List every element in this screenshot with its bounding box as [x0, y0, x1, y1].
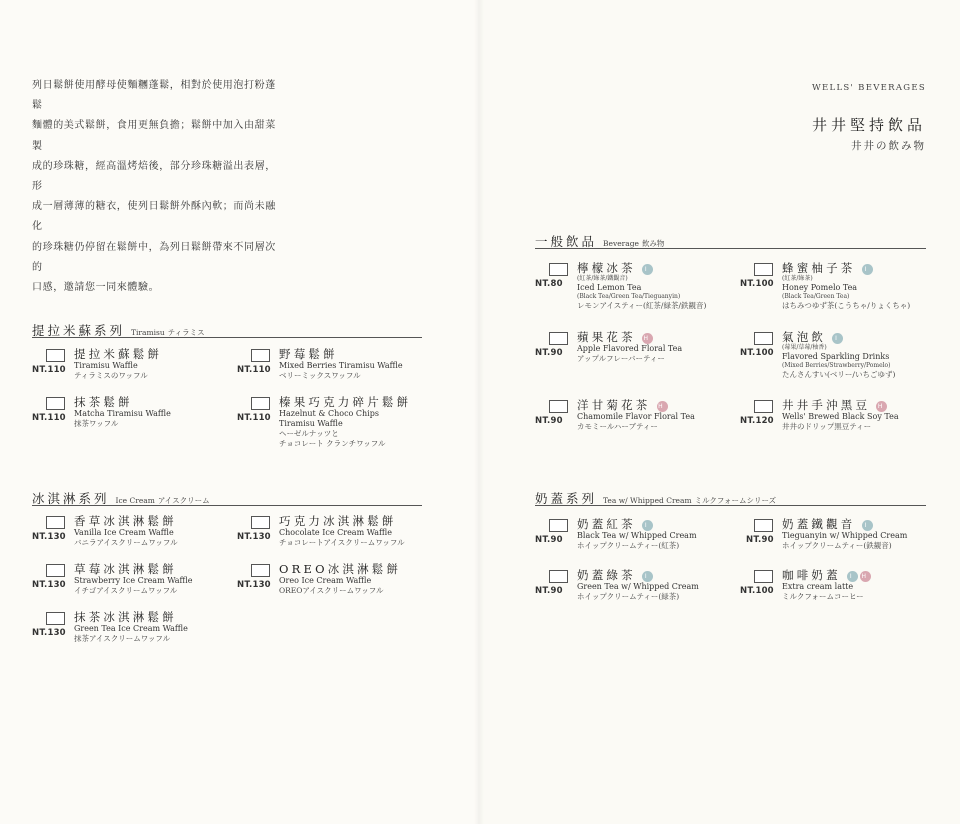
section-title-en: Tiramisu — [131, 328, 165, 337]
price: NT.90 — [535, 348, 563, 358]
item-name-en-line2: Tiramisu Waffle — [279, 419, 343, 428]
brand-title: 井井堅持飲品 — [811, 116, 926, 134]
price: NT.110 — [32, 365, 66, 375]
price: NT.90 — [535, 416, 563, 426]
item-option-note: (莓果/草莓/柚香) — [782, 344, 827, 351]
item-option-note: (紅茶/綠茶) — [782, 275, 813, 282]
checkbox[interactable] — [549, 519, 568, 532]
item-name-en: Iced Lemon Tea — [577, 283, 642, 292]
checkbox[interactable] — [754, 263, 773, 276]
price: NT.110 — [237, 365, 271, 375]
item-name: 蘋果花茶 — [577, 330, 636, 344]
item-name-jp: 井井のドリップ黒豆ティー — [782, 422, 872, 431]
item-name: 井井手沖黑豆 — [782, 398, 871, 412]
section-title: 奶蓋系列 — [535, 491, 598, 506]
item-name-en: Chocolate Ice Cream Waffle — [279, 528, 392, 537]
item-name-jp: バニラアイスクリームワッフル — [74, 538, 178, 547]
item-name-en: Tiramisu Waffle — [74, 361, 138, 370]
price: NT.100 — [740, 348, 774, 358]
item-option-note-en: (Mixed Berries/Strawberry/Pomelo) — [782, 362, 891, 369]
section-title-jp: ティラミス — [167, 328, 205, 337]
section-header — [535, 231, 926, 249]
iced-badge-icon: I — [847, 571, 858, 582]
item-name: 榛果巧克力碎片鬆餅 — [279, 395, 412, 409]
item-name-jp: ホイップクリームティー(鉄観音) — [782, 541, 892, 550]
item-name: 檸檬冰茶 — [577, 261, 636, 275]
item-name-jp: ホイップクリームティー(緑茶) — [577, 592, 680, 601]
price: NT.130 — [237, 532, 271, 542]
item-name-en: Flavored Sparkling Drinks — [782, 352, 890, 361]
item-name-jp: 抹茶アイスクリームワッフル — [74, 634, 171, 643]
section-header — [32, 320, 422, 338]
item-name: 抹茶冰淇淋鬆餅 — [74, 610, 177, 624]
price: NT.130 — [237, 580, 271, 590]
checkbox[interactable] — [754, 570, 773, 583]
section-whipped-cream — [535, 488, 926, 618]
checkbox[interactable] — [754, 332, 773, 345]
item-name-jp: OREOアイスクリームワッフル — [279, 586, 384, 595]
item-name-en: Mixed Berries Tiramisu Waffle — [279, 361, 403, 370]
item-name-jp: ホイップクリームティー(紅茶) — [577, 541, 680, 550]
section-tiramisu — [32, 320, 422, 460]
iced-badge-icon: I — [642, 264, 653, 275]
section-title-jp: アイスクリーム — [157, 496, 210, 505]
item-option-note-en: (Black Tea/Green Tea/Tieguanyin) — [577, 293, 681, 300]
item-name-jp: イチゴアイスクリームワッフル — [74, 586, 178, 595]
checkbox[interactable] — [549, 332, 568, 345]
intro-line: 成的珍珠糖，經高溫烤焙後，部分珍珠糖溢出表層，形 — [32, 160, 276, 193]
item-name: 氣泡飲 — [782, 330, 827, 344]
section-title-en: Beverage — [603, 239, 639, 248]
item-name-en: Wells' Brewed Black Soy Tea — [782, 412, 899, 421]
item-name: 蜂蜜柚子茶 — [782, 261, 856, 275]
hot-badge-icon: H — [877, 402, 886, 410]
section-title-jp: 飲み物 — [641, 239, 665, 248]
intro-line: 口感，邀請您一同來體驗。 — [32, 282, 160, 294]
intro-line: 麵體的美式鬆餅，食用更無負擔；鬆餅中加入由甜菜製 — [32, 120, 276, 152]
item-name-jp: ミルクフォームコーヒー — [782, 592, 864, 601]
item-name-en: Matcha Tiramisu Waffle — [74, 409, 171, 418]
hot-badge-icon: H — [643, 334, 652, 342]
item-name-en: Hazelnut & Choco Chips — [279, 409, 379, 418]
iced-badge-icon: I — [862, 264, 873, 275]
iced-badge-icon: I — [642, 520, 653, 531]
section-title: 冰淇淋系列 — [32, 491, 110, 506]
checkbox[interactable] — [251, 516, 270, 529]
checkbox[interactable] — [46, 349, 65, 362]
item-name: 洋甘菊花茶 — [577, 398, 651, 412]
section-header — [32, 488, 422, 506]
item-name-jp: カモミールハーブティー — [577, 422, 658, 431]
checkbox[interactable] — [754, 400, 773, 413]
checkbox[interactable] — [549, 263, 568, 276]
iced-badge-icon: I — [832, 333, 843, 344]
section-title: 提拉米蘇系列 — [32, 323, 126, 338]
item-name-en: Apple Flavored Floral Tea — [577, 344, 683, 353]
item-name-jp-line2: チョコレート クランチワッフル — [279, 438, 386, 448]
item-name: 奶蓋紅茶 — [577, 517, 636, 531]
checkbox[interactable] — [46, 397, 65, 410]
item-name: 提拉米蘇鬆餅 — [74, 347, 163, 361]
item-name: 香草冰淇淋鬆餅 — [74, 514, 177, 528]
price: NT.90 — [535, 535, 563, 545]
item-name: 野莓鬆餅 — [279, 347, 338, 361]
brand-japanese: 井井の飲み物 — [851, 140, 926, 152]
iced-badge-icon: I — [862, 520, 873, 531]
checkbox[interactable] — [46, 564, 65, 577]
item-name-jp: たんさんすい(ベリー/いちごゆず) — [782, 370, 896, 379]
item-name: OREO冰淇淋鬆餅 — [279, 562, 402, 576]
iced-badge-icon: I — [642, 571, 653, 582]
item-name-en: Honey Pomelo Tea — [782, 283, 858, 292]
item-name-en: Green Tea w/ Whipped Cream — [577, 582, 699, 591]
item-name: 草莓冰淇淋鬆餅 — [74, 562, 177, 576]
hot-badge-icon: H — [861, 572, 870, 580]
item-name: 奶蓋鐵觀音 — [782, 517, 856, 531]
item-name-jp: レモンアイスティー(紅茶/緑茶/鉄観音) — [577, 301, 707, 310]
item-name-jp: アップルフレーバーティー — [577, 354, 665, 363]
hot-badge-icon: H — [658, 402, 666, 410]
item-name-en: Oreo Ice Cream Waffle — [279, 576, 372, 585]
item-option-note: (紅茶/綠茶/鐵觀音) — [577, 275, 628, 282]
intro-line: 列日鬆餅使用酵母使麵糰蓬鬆，相對於使用泡打粉蓬鬆 — [32, 80, 276, 112]
price: NT.130 — [32, 532, 66, 542]
item-name-jp: ヘーゼルナッツと — [279, 429, 339, 438]
price: NT.110 — [237, 413, 271, 423]
section-ice-cream — [32, 488, 422, 658]
item-name-en: Tieguanyin w/ Whipped Cream — [782, 531, 908, 540]
checkbox[interactable] — [549, 400, 568, 413]
item-name-jp: チョコレートアイスクリームワッフル — [279, 538, 405, 547]
price: NT.90 — [535, 586, 563, 596]
price: NT.100 — [740, 586, 774, 596]
checkbox[interactable] — [46, 612, 65, 625]
item-name-en: Strawberry Ice Cream Waffle — [74, 576, 193, 585]
intro-text — [32, 76, 277, 298]
section-title-en: Ice Cream — [115, 496, 155, 505]
item-option-note-en: (Black Tea/Green Tea) — [782, 293, 850, 300]
price: NT.130 — [32, 580, 66, 590]
section-beverage — [535, 231, 926, 441]
intro-line: 的珍珠糖仍停留在鬆餅中，為列日鬆餅帶來不同層次的 — [32, 241, 276, 273]
item-name-en: Vanilla Ice Cream Waffle — [74, 528, 174, 537]
item-name-en: Extra cream latte — [782, 582, 854, 591]
item-name-en: Black Tea w/ Whipped Cream — [577, 531, 697, 540]
item-name-jp: はちみつゆず茶(こうちゃ/りょくちゃ) — [782, 301, 911, 310]
item-name-jp: 抹茶ワッフル — [74, 419, 119, 428]
checkbox[interactable] — [251, 564, 270, 577]
brand-english: WELLS' BEVERAGES — [811, 83, 926, 93]
price: NT.120 — [740, 416, 774, 426]
item-name: 巧克力冰淇淋鬆餅 — [279, 514, 397, 528]
price: NT.90 — [746, 535, 774, 545]
item-name-en: Green Tea Ice Cream Waffle — [74, 624, 188, 633]
item-name: 抹茶鬆餅 — [74, 395, 133, 409]
item-name: 奶蓋綠茶 — [577, 568, 636, 582]
checkbox[interactable] — [251, 397, 270, 410]
price: NT.100 — [740, 279, 774, 289]
item-name-jp: ティラミスのワッフル — [74, 371, 148, 380]
checkbox[interactable] — [251, 349, 270, 362]
checkbox[interactable] — [549, 570, 568, 583]
section-title-en: Tea w/ Whipped Cream — [603, 496, 692, 505]
page-fold — [474, 0, 484, 824]
section-header — [535, 488, 926, 506]
item-name-en: Chamomile Flavor Floral Tea — [577, 412, 695, 421]
item-name: 咖啡奶蓋 — [782, 568, 841, 582]
price: NT.130 — [32, 628, 66, 638]
item-name-jp: ベリーミックスワッフル — [279, 371, 361, 380]
checkbox[interactable] — [754, 519, 773, 532]
section-title-jp: ミルクフォームシリーズ — [694, 496, 777, 505]
price: NT.110 — [32, 413, 66, 423]
checkbox[interactable] — [46, 516, 65, 529]
intro-line: 成一層薄薄的糖衣，使列日鬆餅外酥內軟；而尚未融化 — [32, 201, 276, 233]
section-title: 一般飲品 — [535, 234, 598, 249]
price: NT.80 — [535, 279, 563, 289]
